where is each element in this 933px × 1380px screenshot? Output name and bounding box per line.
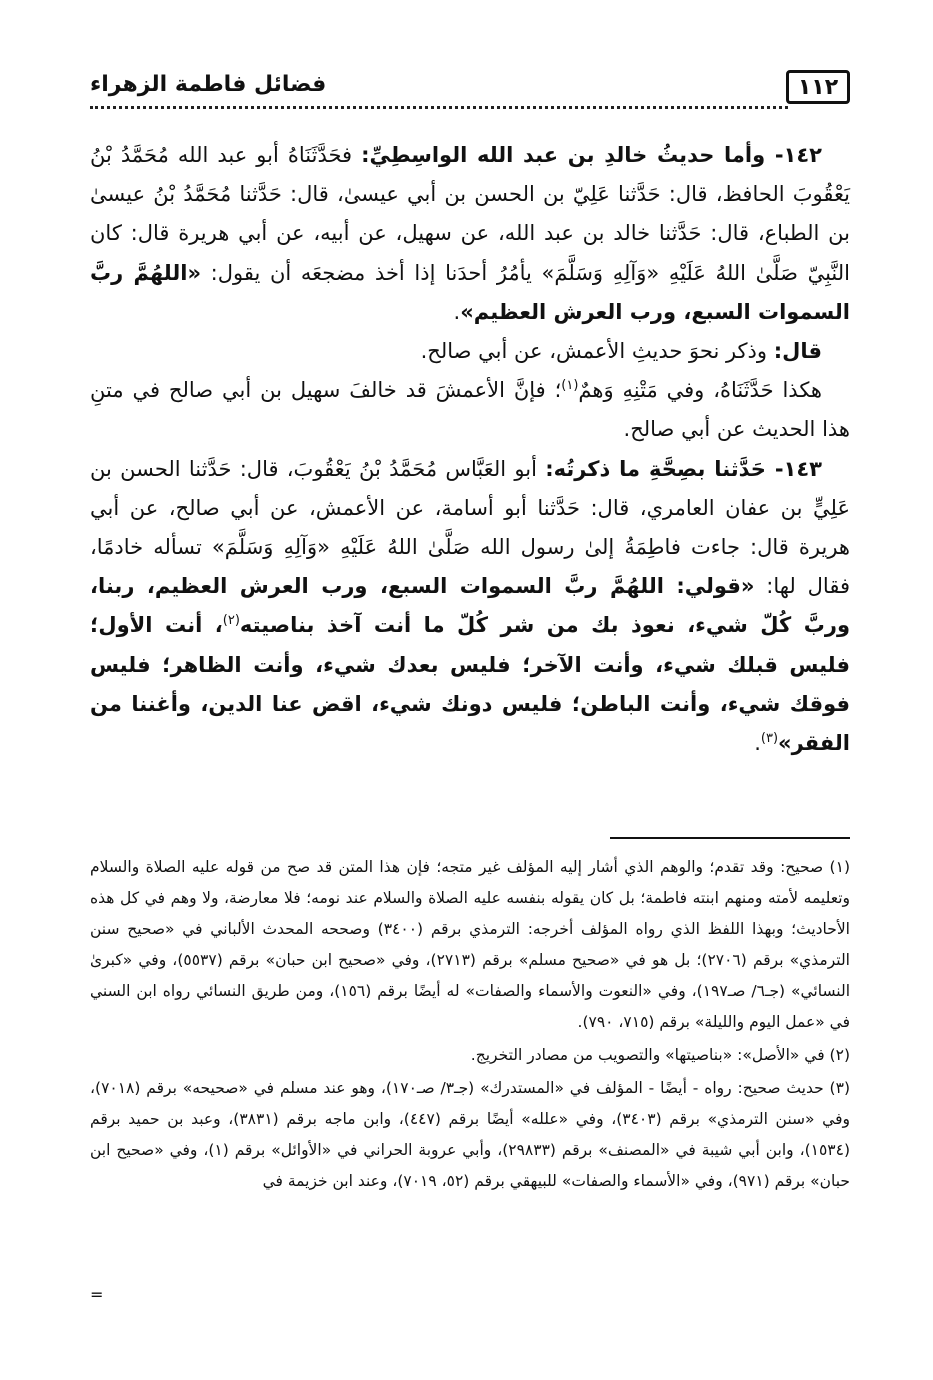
footnote-label: (٢) xyxy=(829,1046,850,1064)
header-dotted-rule xyxy=(90,106,788,109)
page-header xyxy=(90,60,850,106)
hadith-143-quote-a: «قولي: اللهُمَّ ربَّ السموات السبع، ورب العرش العظيم، ربنا، وربَّ كُلّ شيء، نعوذ بك من شر كُلّ ما أنت آخذ بناصيته xyxy=(90,574,850,638)
note-text-b: ؛ فإنَّ الأعمشَ قد خالفَ سهيل بن أبي صالح في متنِ هذا الحديث عن أبي صالح. xyxy=(90,378,850,442)
hadith-143-text: أبو العَبَّاس مُحَمَّدُ بْنُ يَعْقُوبَ، قال: حَدَّثنا الحسن بن عَلِيٍّ بن عفان العامري، قال: حَدَّثنا أبو أسامة، عن الأعمش، عن أبي صالح، عن أبي هريرة قال: جاءت فاطِمَةُ إلىٰ رسول الله صَلَّىٰ اللهُ عَلَيْهِ «وَآلِهِ وَسَلَّمَ» تسأله خادمًا، فقال لها: xyxy=(90,456,850,599)
footnote-text: في «الأصل»: «بناصيتها» والتصويب من مصادر التخريج. xyxy=(470,1046,830,1064)
hadith-142-text: فحَدَّثَنَاهُ أبو عبد الله مُحَمَّدُ بْنُ يَعْقُوبَ الحافظ، قال: حَدَّثنا عَلِيّ بن الحسن بن أبي عيسىٰ، قال: حَدَّثنا مُحَمَّدُ بْنُ عيسىٰ بن الطباع، قال: حَدَّثنا خالد بن عبد الله، عن سهيل، عن أبيه، عن أبي هريرة قال: كان النَّبِيّ صَلَّىٰ اللهُ عَلَيْهِ «وَآلِهِ وَسَلَّمَ» يأمُرُ أحدَنا إذا أخذ مضجعَه أن يقول: xyxy=(90,143,850,285)
running-title: فضائل فاطمة الزهراء xyxy=(90,72,327,97)
footnote-label: (١) xyxy=(829,858,850,876)
continued-mark: = xyxy=(90,1285,104,1304)
hadith-142-end: . xyxy=(453,299,461,324)
qala-label: قال: xyxy=(773,339,822,364)
footnote-ref-2: (٢) xyxy=(222,613,240,629)
footnote-label: (٣) xyxy=(829,1079,850,1097)
hadith-143-end: . xyxy=(754,731,761,756)
paragraph-hadith-143 xyxy=(90,450,850,764)
paragraph-note xyxy=(90,371,850,449)
note-text-a: هكذا حَدَّثَنَاهُ، وفي مَتْنِهِ وَهمٌ xyxy=(578,378,823,403)
hadith-142-quote: «اللهُمَّ ربَّ السموات السبع، ورب العرش العظيم» xyxy=(90,260,850,324)
paragraph-hadith-142 xyxy=(90,136,850,332)
footnote-ref-1: (١) xyxy=(561,378,579,394)
footnote-separator xyxy=(610,837,850,839)
hadith-143-quote-b: ، أنت الأول؛ فليس قبلك شيء، وأنت الآخر؛ فليس بعدك شيء، وأنت الظاهر؛ فليس فوقك شيء، وأنت الباطن؛ فليس دونك شيء، اقض عنا الدين، وأغننا من الفقر» xyxy=(90,613,850,756)
hadith-143-heading: ١٤٣- حَدَّثنا بصِحَّةِ ما ذكرتُه: xyxy=(545,456,822,481)
paragraph-qala xyxy=(90,332,850,371)
book-page xyxy=(90,60,851,1304)
page-number: ١١٢ xyxy=(786,70,850,104)
footnotes xyxy=(90,852,850,1199)
footnote-text: صحيح: وقد تقدم؛ والوهم الذي أشار إليه المؤلف غير متجه؛ فإن هذا المتن قد صح من قوله عليه الصلاة والسلام وتعليمه لأمته ومنهم ابنته فاطمة؛ بل كان يقوله بنفسه عليه الصلاة والسلام عند نومه؛ فلا معارضة، ولا وهم في كل هذه الأحاديث؛ وبهذا اللفظ الذي رواه المؤلف أخرجه: الترمذي برقم (٣٤٠٠) وصححه المحدث الألباني في «صحيح سنن الترمذي» برقم (٢٧٠٦)؛ بل هو في «صحيح مسلم» برقم (٢٧١٣)، وفي «صحيح ابن حبان» برقم (٥٥٣٧)، وفي «كبرىٰ النسائي» (جـ٦/ صـ١٩٧)، وفي «النعوت والأسماء والصفات» له أيضًا برقم (١٥٦)، ومن طريق النسائي رواه ابن السني في «عمل اليوم والليلة» برقم (٧١٥، ٧٩٠). xyxy=(90,858,851,1031)
footnote-1 xyxy=(90,852,850,1038)
footnote-2 xyxy=(90,1040,850,1071)
footnote-text: حديث صحيح: رواه - أيضًا - المؤلف في «المستدرك» (جـ٣/ صـ١٧٠)، وهو عند مسلم في «صحيحه» برقم (٧٠١٨)، وفي «سنن الترمذي» برقم (٣٤٠٣)، وفي «علله» أيضًا برقم (٤٤٧)، وابن ماجه برقم (٣٨٣١)، وعبد بن حميد برقم (١٥٣٤)، وابن أبي شيبة في «المصنف» برقم (٢٩٨٣٣)، وأبي عروبة الحراني في «الأوائل» برقم (١)، وفي «صحيح ابن حبان» برقم (٩٧١)، وفي «الأسماء والصفات» للبيهقي برقم (٥٢، ٧٠١٩)، وعند ابن خزيمة في xyxy=(90,1079,850,1190)
footnote-ref-3: (٣) xyxy=(760,731,779,747)
hadith-142-heading: ١٤٢- وأما حديثُ خالدِ بن عبد الله الواسِطِيِّ: xyxy=(361,143,822,167)
qala-text: وذكر نحوَ حديثِ الأعمش، عن أبي صالح. xyxy=(420,339,774,364)
main-text xyxy=(90,136,850,763)
footnote-3 xyxy=(90,1073,850,1197)
